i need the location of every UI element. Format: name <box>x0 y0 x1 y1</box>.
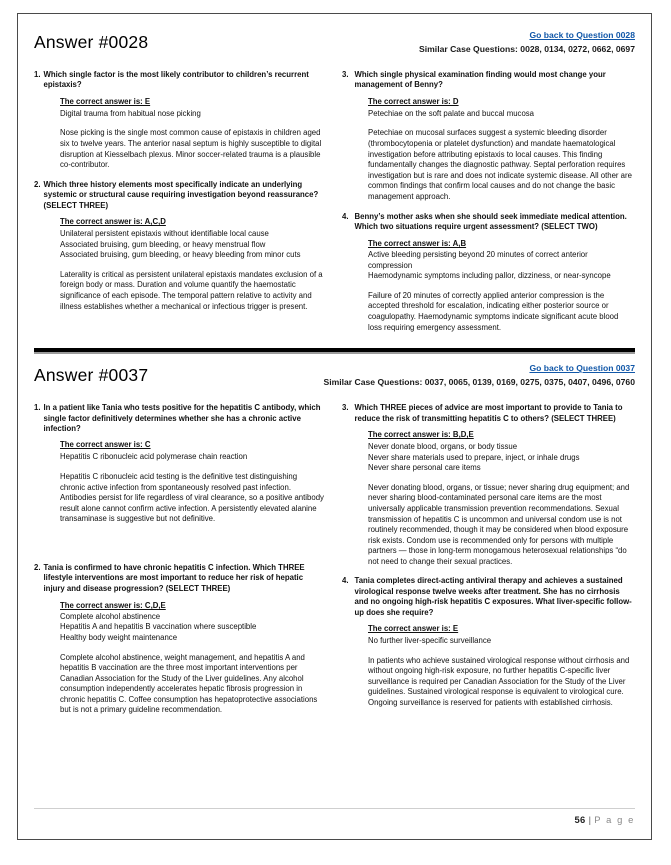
answer-option: Never donate blood, organs, or body tissue <box>368 441 518 451</box>
left-column <box>34 70 324 321</box>
question-number: 4. <box>342 576 349 586</box>
answer-option: Unilateral persistent epistaxis without identifiable local cause <box>60 229 269 238</box>
question-number: 1. <box>34 403 41 413</box>
explanation-text: Laterality is critical as persistent unilateral epistaxis mandates exclusion of a foreign body or mass. Duration and volume quantify the haemostatic significance of each episode. The temporal pattern relative to activity and illness establishes whether a mechanical or infectious trigger is present. <box>60 269 323 311</box>
answer-option: Hepatitis C ribonucleic acid polymerase chain reaction <box>60 452 248 462</box>
footer-word: P a g e <box>594 814 635 825</box>
question-line <box>34 70 324 91</box>
correct-answer-label: The correct answer is: E <box>368 624 459 634</box>
footer-number: 56 <box>574 814 586 825</box>
footer-separator: | <box>588 814 592 825</box>
go-back-link[interactable]: Go back to Question 0037 <box>529 363 635 374</box>
question-text: Which three history elements most specifically indicate an underlying systemic or structural cause requiring investigation beyond reassurance? (SELECT THREE) <box>43 179 319 210</box>
answer-area <box>34 91 324 171</box>
answer-option: Haemodynamic symptoms including pallor, dizziness, or near-syncope <box>368 271 611 281</box>
answer-option: Healthy body weight maintenance <box>60 632 178 642</box>
question-line <box>34 563 324 594</box>
header-links <box>419 30 635 56</box>
correct-answer-label: The correct answer is: C,D,E <box>60 601 166 611</box>
question-number: 4. <box>342 211 349 221</box>
explanation-text: Hepatitis C ribonucleic acid testing is the definitive test distinguishing chronic active infection from spontaneously resolved past infection. Antibodies persist for life regardless of viral clearance, so a positive antibody result alone cannot confirm active infection. A persistently elevated alanine transaminase is suggestive but not definitive. <box>60 471 324 524</box>
answer-option: Digital trauma from habitual nose picking <box>60 108 201 118</box>
question-number: 3. <box>342 403 349 413</box>
answer-area <box>342 91 632 203</box>
explanation-text: Nose picking is the single most common cause of epistaxis in children aged six to twelve years. The anterior nasal septum is highly susceptible to digital disruption at Kiesselbach plexus. Minor soccer-related trauma is a plausible co-contributor. <box>60 128 322 170</box>
question-text: Tania is confirmed to have chronic hepatitis C infection. Which THREE lifestyle interventions are most important to reduce her risk of hepatic injury and disease progression? (SELECT THREE) <box>43 562 305 593</box>
document-page <box>17 13 652 840</box>
question-line <box>34 180 324 211</box>
answer-option: Petechiae on the soft palate and buccal mucosa <box>368 108 535 118</box>
answer-option: Complete alcohol abstinence <box>60 611 161 621</box>
explanation-text: Petechiae on mucosal surfaces suggest a systemic bleeding disorder (thrombocytopenia or platelet dysfunction) and mandate haematological investigation before attributing epistaxis to local causes. This finding fundamentally changes the diagnostic pathway. Septal perforation requires investigation but is rare and does not indicate systemic disease. All other are common findings that confirm local causes and do not change the basic management approach. <box>368 128 632 201</box>
right-column <box>342 403 632 718</box>
section-header <box>34 30 635 70</box>
question-line <box>342 403 632 424</box>
answer-area <box>342 239 632 333</box>
answer-option: Never share personal care items <box>368 463 481 473</box>
two-column-body <box>34 70 635 342</box>
question-block <box>342 70 632 203</box>
question-line <box>342 70 632 91</box>
question-text: In a patient like Tania who tests positive for the hepatitis C antibody, which single factor definitively determines whether she has a chronic active infection? <box>43 403 321 433</box>
explanation-text: Complete alcohol abstinence, weight management, and hepatitis A and hepatitis B vaccination are the three most important interventions per Canadian Association for the Study of the Liver guidelines. Any alcohol consumption independently accelerates hepatic fibrosis progression in chronic hepatitis C. Coffee consumption has hepatoprotective associations but is not a primary guideline recommendation. <box>60 652 318 715</box>
right-column <box>342 70 632 342</box>
correct-answer-label: The correct answer is: C <box>60 440 151 450</box>
answer-area <box>34 211 324 312</box>
question-block <box>34 180 324 312</box>
question-number: 3. <box>342 70 349 79</box>
correct-answer-label: The correct answer is: A,B <box>368 239 467 249</box>
go-back-link[interactable]: Go back to Question 0028 <box>529 30 635 40</box>
answer-option: Associated bruising, gum bleeding, or heavy bleeding from minor cuts <box>60 250 301 260</box>
explanation-text: Failure of 20 minutes of correctly applied anterior compression is the accepted threshold for escalation, indicating either posterior source or coagulopathy. Haemodynamic symptoms indicate significant acute blood loss requiring emergency assessment. <box>368 290 619 332</box>
question-block <box>342 403 632 567</box>
question-text: Which single factor is the most likely contributor to children’s recurrent epistaxis? <box>43 70 309 90</box>
correct-answer-label: The correct answer is: E <box>60 96 151 106</box>
question-number: 2. <box>34 179 41 189</box>
page-title: Answer #0037 <box>34 365 149 386</box>
correct-answer-label: The correct answer is: D <box>368 96 459 106</box>
question-block <box>34 563 324 716</box>
explanation-text: In patients who achieve sustained virological response without cirrhosis and without ongoing high-risk exposure, no further hepatitis C-specific liver surveillance is required per Canadian Association for the Study of the Liver guidelines. Sustained virological response is equivalent to virological cure. Ongoing surveillance is reserved for patients with established cirrhosis. <box>368 655 630 708</box>
answer-option: No further liver-specific surveillance <box>368 636 492 646</box>
header-links <box>323 363 635 389</box>
answer-area <box>342 424 632 568</box>
answer-area <box>34 601 324 716</box>
answer-section-0028 <box>34 30 635 342</box>
question-line <box>342 212 632 233</box>
page-title: Answer #0028 <box>34 32 149 52</box>
two-column-body <box>34 403 635 725</box>
similar-case-questions: Similar Case Questions: 0037, 0065, 0139, 0169, 0275, 0375, 0407, 0496, 0760 <box>323 377 635 388</box>
question-line <box>342 576 632 618</box>
correct-answer-label: The correct answer is: B,D,E <box>368 429 474 439</box>
section-header <box>34 363 635 403</box>
question-number: 2. <box>34 562 41 572</box>
question-text: Which single physical examination finding would most change your management of Benny? <box>354 70 606 90</box>
answer-area <box>34 434 324 525</box>
question-number: 1. <box>34 70 41 79</box>
question-block <box>342 212 632 334</box>
question-block <box>34 403 324 525</box>
similar-case-questions: Similar Case Questions: 0028, 0134, 0272, 0662, 0697 <box>419 44 635 54</box>
left-column <box>34 403 324 725</box>
explanation-text: Never donating blood, organs, or tissue; never sharing drug equipment; and never sharing blood-contaminated personal care items are the most universally applicable transmission prevention recommendations. Sexual transmission of hepatitis C is uncommon and universal condom use is not routinely recommended, though it may be considered when blood exposure risk exists. Condom use is recommended only for persons with multiple partners — those in long-term monogamous heterosexual relationships “do not need to change their sexual practices. <box>368 482 630 566</box>
correct-answer-label: The correct answer is: A,C,D <box>60 217 166 226</box>
page-inner <box>18 14 651 839</box>
question-line <box>34 403 324 434</box>
question-text: Benny’s mother asks when she should seek immediate medical attention. Which two situations require urgent assessment? (SELECT TWO) <box>354 211 627 231</box>
question-block <box>34 70 324 171</box>
answer-option: Never share materials used to prepare, inject, or inhale drugs <box>368 452 580 462</box>
answer-area <box>342 618 632 709</box>
answer-section-0037 <box>34 363 635 725</box>
section-divider <box>34 348 635 354</box>
footer-page-number <box>34 809 635 825</box>
question-text: Which THREE pieces of advice are most important to provide to Tania to reduce the risk of transmitting hepatitis C to others? (SELECT THREE) <box>354 403 623 423</box>
answer-option: Hepatitis A and hepatitis B vaccination where susceptible <box>60 622 257 632</box>
question-block <box>342 576 632 708</box>
question-text: Tania completes direct-acting antiviral therapy and achieves a sustained virological response twelve weeks after treatment. She has no cirrhosis and no ongoing high-risk hepatitis C exposures. What liver-specific follow-up does she require? <box>354 576 632 617</box>
answer-option: Associated bruising, gum bleeding, or heavy menstrual flow <box>60 239 266 249</box>
answer-option: Active bleeding persisting beyond 20 minutes of correct anterior compression <box>368 249 588 270</box>
page-footer <box>34 808 635 825</box>
